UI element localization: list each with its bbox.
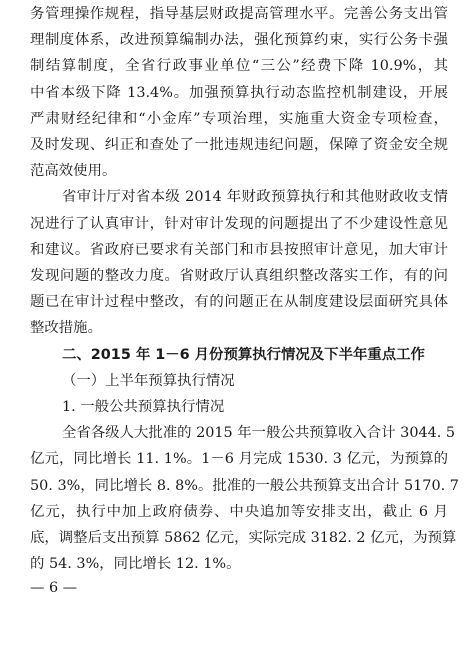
subsection-heading: （一）上半年预算执行情况 bbox=[62, 372, 235, 389]
item-heading: 1. 一般公共预算执行情况 bbox=[62, 399, 225, 415]
paragraph3-line: 亿元，执行中加上政府债券、中央追加等安排支出，截止 6 月 bbox=[30, 503, 448, 520]
page-number: — 6 — bbox=[30, 580, 78, 597]
paragraph3-line: 50. 3%，同比增长 8. 8%。批准的一般公共预算支出合计 5170. 7 bbox=[30, 477, 459, 494]
paragraph1-line: 中省本级下降 13.4%。加强预算执行动态监控机制建设，开展 bbox=[30, 84, 448, 101]
paragraph1-line: 制结算制度，全省行政事业单位“三公”经费下降 10.9%，其 bbox=[30, 58, 448, 75]
paragraph3-line: 底，调整后支出预算 5862 亿元，实际完成 3182. 2 亿元，为预算 bbox=[30, 530, 457, 546]
section-heading: 二、2015 年 1－6 月份预算执行情况及下半年重点工作 bbox=[62, 346, 425, 363]
paragraph1-line: 理制度体系，改进预算编制办法，强化预算约束，实行公务卡强 bbox=[30, 32, 448, 49]
paragraph3-line: 亿元，同比增长 11. 1%。1－6 月完成 1530. 3 亿元，为预算的 bbox=[30, 451, 448, 468]
paragraph2-line: 题已在审计过程中整改，有的问题正在从制度建设层面研究具体 bbox=[30, 294, 448, 311]
paragraph1-line: 及时发现、纠正和查处了一批违规违纪问题，保障了资金安全规 bbox=[30, 137, 448, 153]
paragraph1-line: 务管理操作规程，指导基层财政提高管理水平。完善公务支出管 bbox=[30, 6, 448, 22]
paragraph1-line: 范高效使用。 bbox=[30, 163, 117, 180]
paragraph2-line: 省审计厅对省本级 2014 年财政预算执行和其他财政收支情 bbox=[62, 189, 448, 206]
paragraph2-line: 和建议。省政府已要求有关部门和市县按照审计意见，加大审计 bbox=[30, 241, 448, 258]
paragraph2-line: 发现问题的整改力度。省财政厅认真组织整改落实工作，有的问 bbox=[30, 268, 448, 284]
paragraph1-line: 严肃财经纪律和“小金库”专项治理，实施重大资金专项检查， bbox=[30, 110, 448, 127]
paragraph3-line: 的 54. 3%，同比增长 12. 1%。 bbox=[30, 556, 241, 573]
paragraph2-line: 整改措施。 bbox=[30, 320, 102, 337]
paragraph3-line: 全省各级人大批准的 2015 年一般公共预算收入合计 3044. 5 bbox=[62, 425, 456, 442]
paragraph2-line: 况进行了认真审计，针对审计发现的问题提出了不少建设性意见 bbox=[30, 215, 448, 232]
